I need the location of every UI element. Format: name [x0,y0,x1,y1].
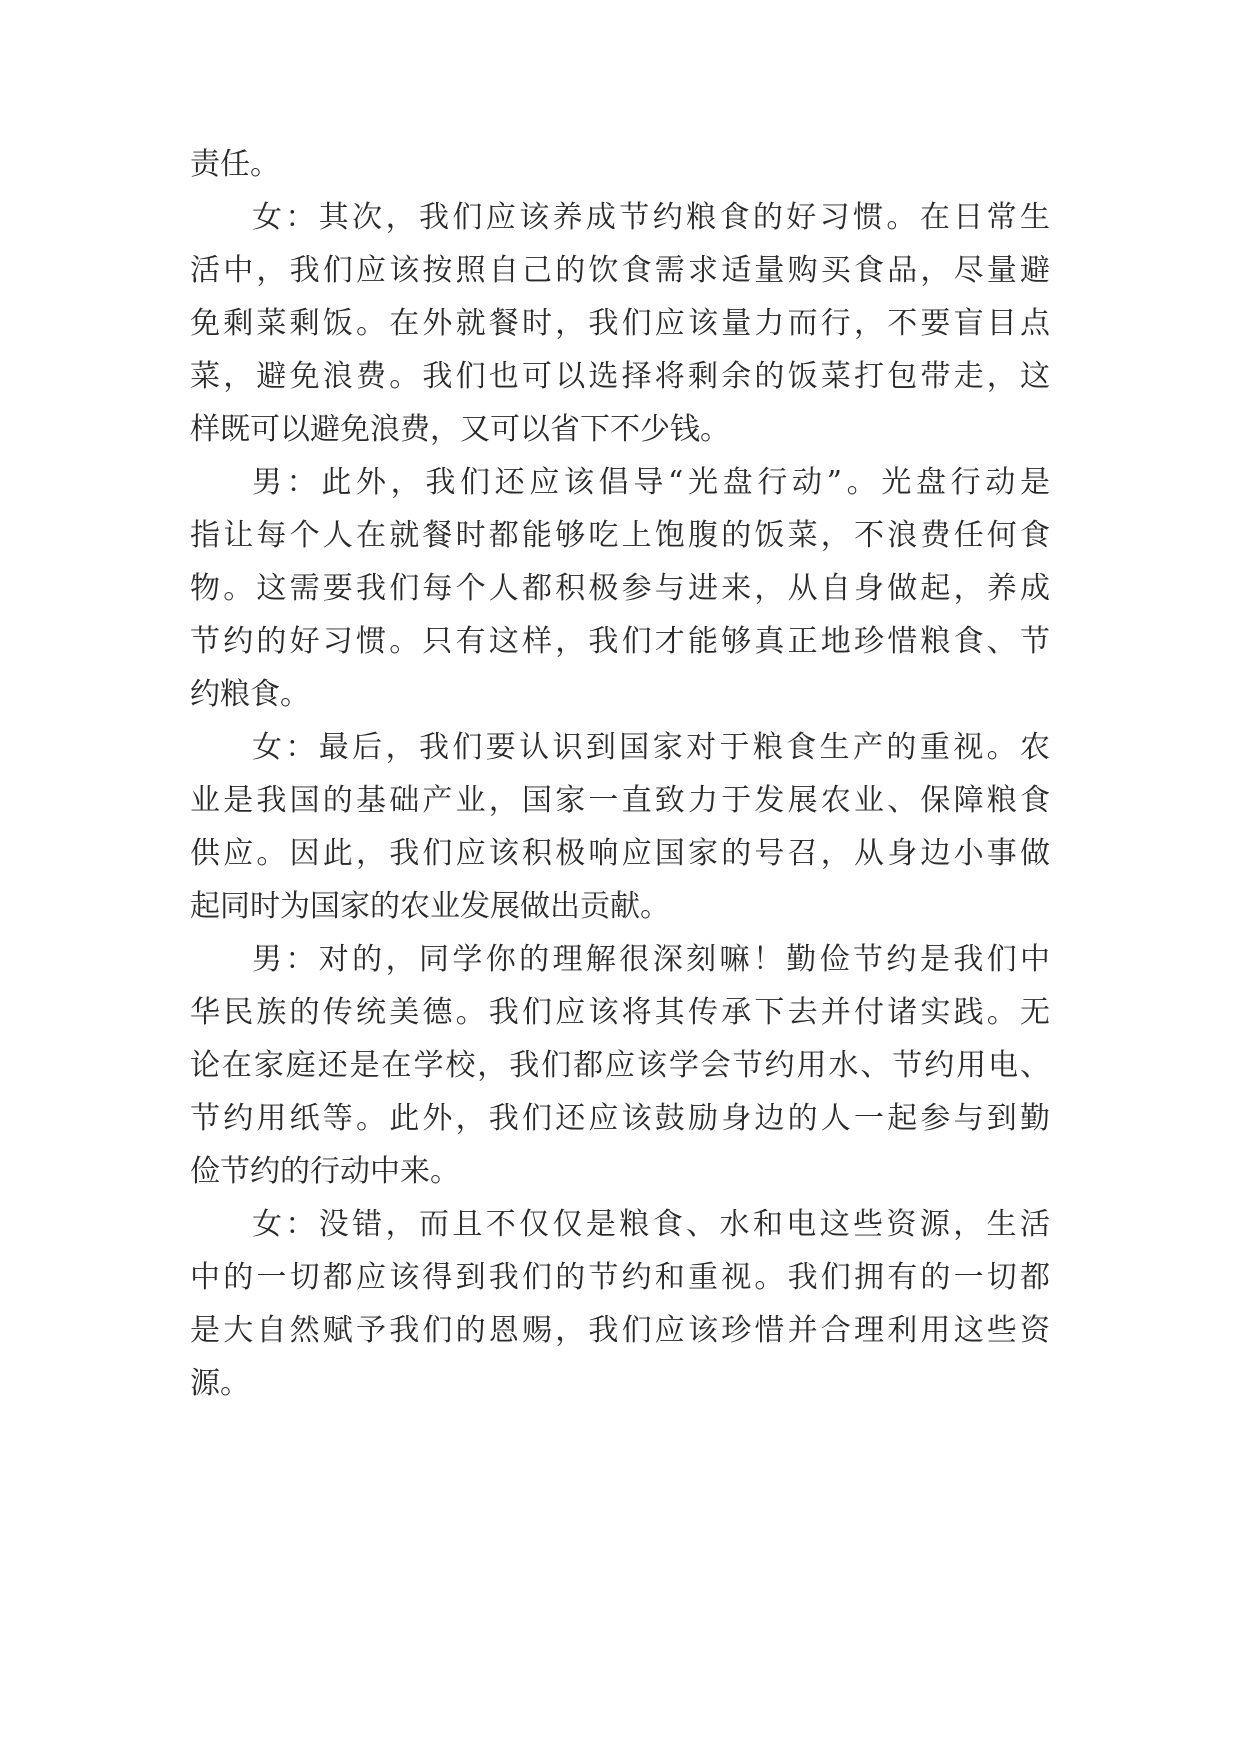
paragraph-line: 责任。 [190,147,280,182]
paragraph-line: 指让每个人在就餐时都能够吃上饱腹的饭菜，不浪费任何食 [190,518,1050,553]
paragraph-line: 女：没错，而且不仅仅是粮食、水和电这些资源，生活 [252,1207,1050,1242]
paragraph-line: 是大自然赋予我们的恩赐，我们应该珍惜并合理利用这些资 [190,1313,1050,1348]
paragraph-line: 菜，避免浪费。我们也可以选择将剩余的饭菜打包带走，这 [190,359,1050,394]
paragraph-line: 源。 [190,1366,250,1401]
paragraph-line: 论在家庭还是在学校，我们都应该学会节约用水、节约用电、 [190,1048,1050,1083]
paragraph-line: 俭节约的行动中来。 [190,1154,460,1189]
paragraph-line: 样既可以避免浪费，又可以省下不少钱。 [190,412,730,447]
paragraph-line: 业是我国的基础产业，国家一直致力于发展农业、保障粮食 [190,783,1050,818]
paragraph-line: 节约用纸等。此外，我们还应该鼓励身边的人一起参与到勤 [190,1101,1050,1136]
paragraph-line: 活中，我们应该按照自己的饮食需求适量购买食品，尽量避 [190,253,1050,288]
paragraph-line: 供应。因此，我们应该积极响应国家的号召，从身边小事做 [190,836,1050,871]
paragraph-line: 男：此外，我们还应该倡导“光盘行动”。光盘行动是 [252,465,1050,500]
paragraph-line: 中的一切都应该得到我们的节约和重视。我们拥有的一切都 [190,1260,1050,1295]
paragraph-line: 起同时为国家的农业发展做出贡献。 [190,889,670,924]
paragraph-line: 物。这需要我们每个人都积极参与进来，从自身做起，养成 [190,571,1050,606]
paragraph-line: 免剩菜剩饭。在外就餐时，我们应该量力而行，不要盲目点 [190,306,1050,341]
paragraph-line: 华民族的传统美德。我们应该将其传承下去并付诸实践。无 [190,995,1050,1030]
paragraph-line: 男：对的，同学你的理解很深刻嘛！勤俭节约是我们中 [252,942,1050,977]
paragraph-line: 约粮食。 [190,677,310,712]
paragraph-line: 女：最后，我们要认识到国家对于粮食生产的重视。农 [252,730,1050,765]
paragraph-line: 女：其次，我们应该养成节约粮食的好习惯。在日常生 [252,200,1050,235]
paragraph-line: 节约的好习惯。只有这样，我们才能够真正地珍惜粮食、节 [190,624,1050,659]
